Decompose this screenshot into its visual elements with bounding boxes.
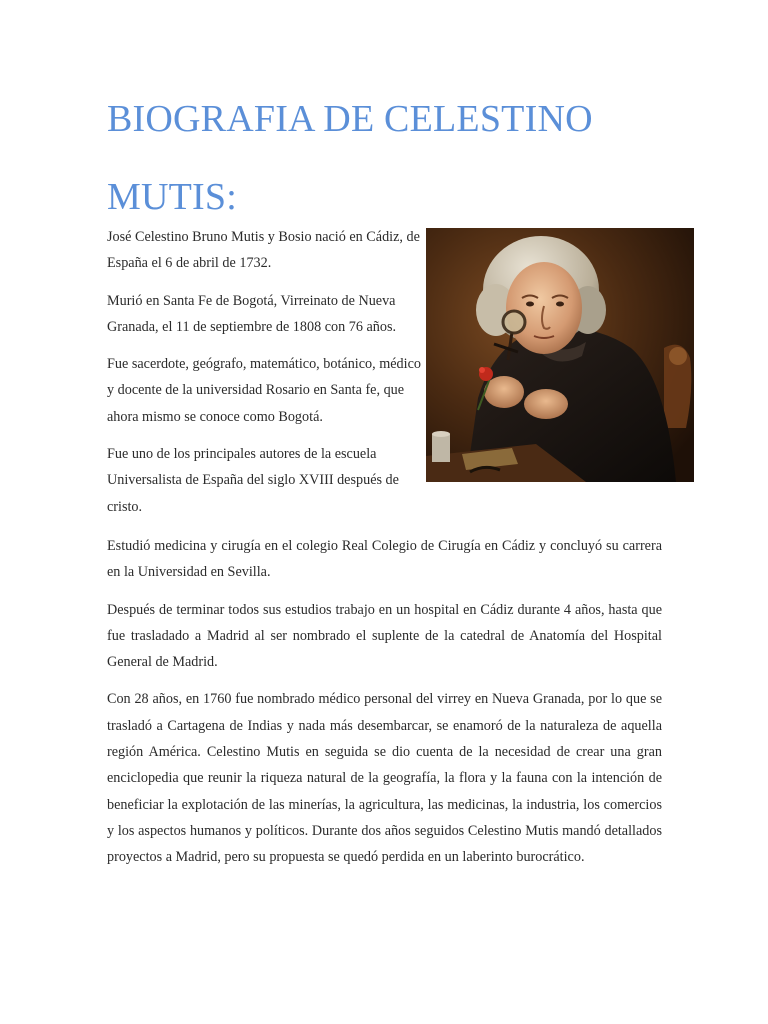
- intro-paragraph-school: Fue uno de los principales autores de la escuela Universalista de España del siglo XVIII después de cristo.: [107, 446, 399, 515]
- intro-text-column: [107, 224, 423, 531]
- body-paragraph-studies: Estudió medicina y cirugía en el colegio Real Colegio de Cirugía en Cádiz y concluyó su carrera en la Universidad en Sevilla.: [107, 538, 662, 581]
- body-text: [107, 533, 662, 882]
- intro-paragraph-birth: José Celestino Bruno Mutis y Bosio nació en Cádiz, de España el 6 de abril de 1732.: [107, 229, 420, 272]
- title-line-2: MUTIS:: [107, 176, 237, 218]
- portrait-painting: [426, 228, 694, 482]
- title-line-1: BIOGRAFIA DE CELESTINO: [107, 98, 593, 140]
- portrait-illustration: [426, 228, 694, 482]
- intro-paragraph-death: Murió en Santa Fe de Bogotá, Virreinato de Nueva Granada, el 11 de septiembre de 1808 con 76 años.: [107, 292, 397, 335]
- body-paragraph-madrid: Después de terminar todos sus estudios trabajo en un hospital en Cádiz durante 4 años, hasta que fue trasladado a Madrid al ser nombrado el suplente de la catedral de Anatomía del Hospital General de Madrid.: [107, 601, 662, 671]
- document-title: [107, 80, 667, 236]
- body-paragraph-nueva-granada: Con 28 años, en 1760 fue nombrado médico personal del virrey en Nueva Granada, por lo que se trasladó a Cartagena de Indias y nada más desembarcar, se enamoró de la naturaleza de aquella región América. Celestino Mutis en seguida se dio cuenta de la necesidad de crear una gran enciclopedia que reunir la riqueza natural de la geografía, la flora y la fauna con la intención de beneficiar la explotación de las minerías, la agricultura, las medicinas, la industria, los comercios y los aspectos humanos y políticos. Durante dos años seguidos Celestino Mutis mandó detallados proyectos a Madrid, pero su propuesta se quedó perdida en un laberinto burocrático.: [107, 691, 662, 866]
- intro-paragraph-professions: Fue sacerdote, geógrafo, matemático, botánico, médico y docente de la universidad Rosario en Santa fe, que ahora mismo se conoce como Bogotá.: [107, 356, 421, 425]
